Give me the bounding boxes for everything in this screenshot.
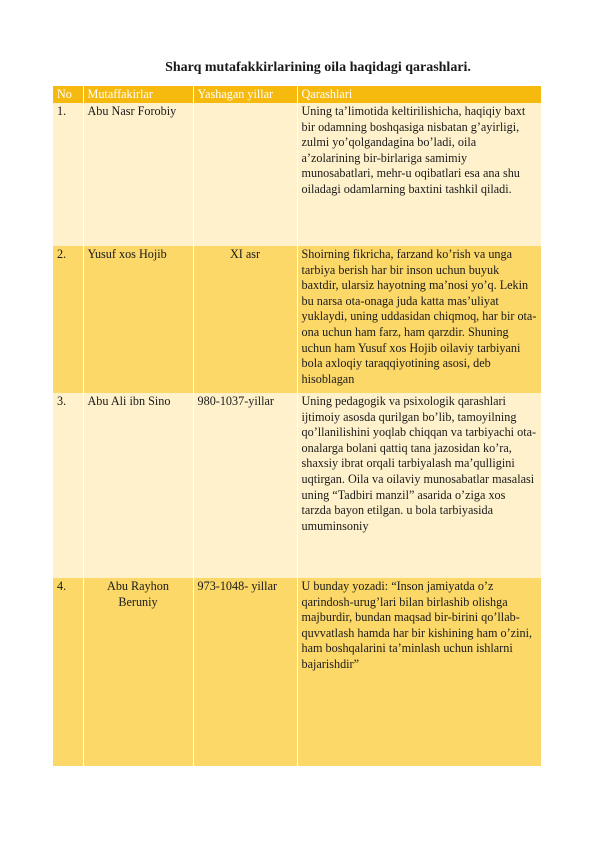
- table-row: [53, 393, 541, 578]
- cell-name: Abu Nasr Forobiy: [83, 103, 193, 246]
- cell-name: Abu Ali ibn Sino: [83, 393, 193, 578]
- cell-view: U bunday yozadi: “Inson jamiyatda o’z qarindosh-urug’lari bilan birlashib olishga majburdir, bundan maqsad bir-birini qo’llab-quvvatlash hamda har bir kishining ham o’zini, ham boshqalarini ta’minlash uchun ishlarni bajarishdir”: [297, 578, 541, 766]
- thinkers-table: [53, 86, 541, 766]
- table-row: [53, 103, 541, 246]
- page-title: Sharq mutafakkirlarining oila haqidagi qarashlari.: [165, 60, 471, 75]
- cell-years: [193, 103, 297, 246]
- cell-name: Yusuf xos Hojib: [83, 246, 193, 393]
- cell-no: 1.: [53, 103, 83, 246]
- table-row: [53, 246, 541, 393]
- cell-years: XI asr: [193, 246, 297, 393]
- table-header-row: [53, 86, 541, 103]
- cell-view: Uning ta’limotida keltirilishicha, haqiqiy baxt bir odamning boshqasiga nisbatan g’ayirligi, zulmi yo’qolgandagina bo’ladi, oila a’zolarining bir-birlariga samimiy munosabatlari, mehr-u oqibatlari esa ana shu oiladagi odamlarning baxtini tashkil qiladi.: [297, 103, 541, 246]
- cell-no: 2.: [53, 246, 83, 393]
- header-thinkers: Mutaffakirlar: [83, 86, 193, 103]
- cell-years: 980-1037-yillar: [193, 393, 297, 578]
- header-years: Yashagan yillar: [193, 86, 297, 103]
- cell-name: Abu Rayhon Beruniy: [83, 578, 193, 766]
- cell-no: 4.: [53, 578, 83, 766]
- header-views: Qarashlari: [297, 86, 541, 103]
- cell-view: Shoirning fikricha, farzand ko’rish va unga tarbiya berish har bir inson uchun buyuk baxtdir, ularsiz hayotning ma’nosi yo’q. Lekin bu narsa ota-onaga juda katta mas’uliyat yuklaydi, uning uddasidan chiqmoq, har bir ota-ona uchun ham farz, ham qarzdir. Shuning uchun ham Yusuf xos Hojib oilaviy tarbiyani bola axloqiy taraqqiyotining asosi, deb hisoblagan: [297, 246, 541, 393]
- cell-years: 973-1048- yillar: [193, 578, 297, 766]
- cell-no: 3.: [53, 393, 83, 578]
- header-no: No: [53, 86, 83, 103]
- cell-view: Uning pedagogik va psixologik qarashlari ijtimoiy asosda qurilgan bo’lib, tamoyilning qo’llanilishini yoqlab chiqqan va tarbiyachi ota-onalarga bolani qattiq tana jazosidan ko’ra, shaxsiy ibrat orqali tarbiyalash ma’qulligini uqtirgan. Oila va oilaviy munosabatlar masalasi uning “Tadbiri manzil” asarida o’ziga xos tarzda bayon etilgan. u bola tarbiyasida umuminsoniy: [297, 393, 541, 578]
- table-row: [53, 578, 541, 766]
